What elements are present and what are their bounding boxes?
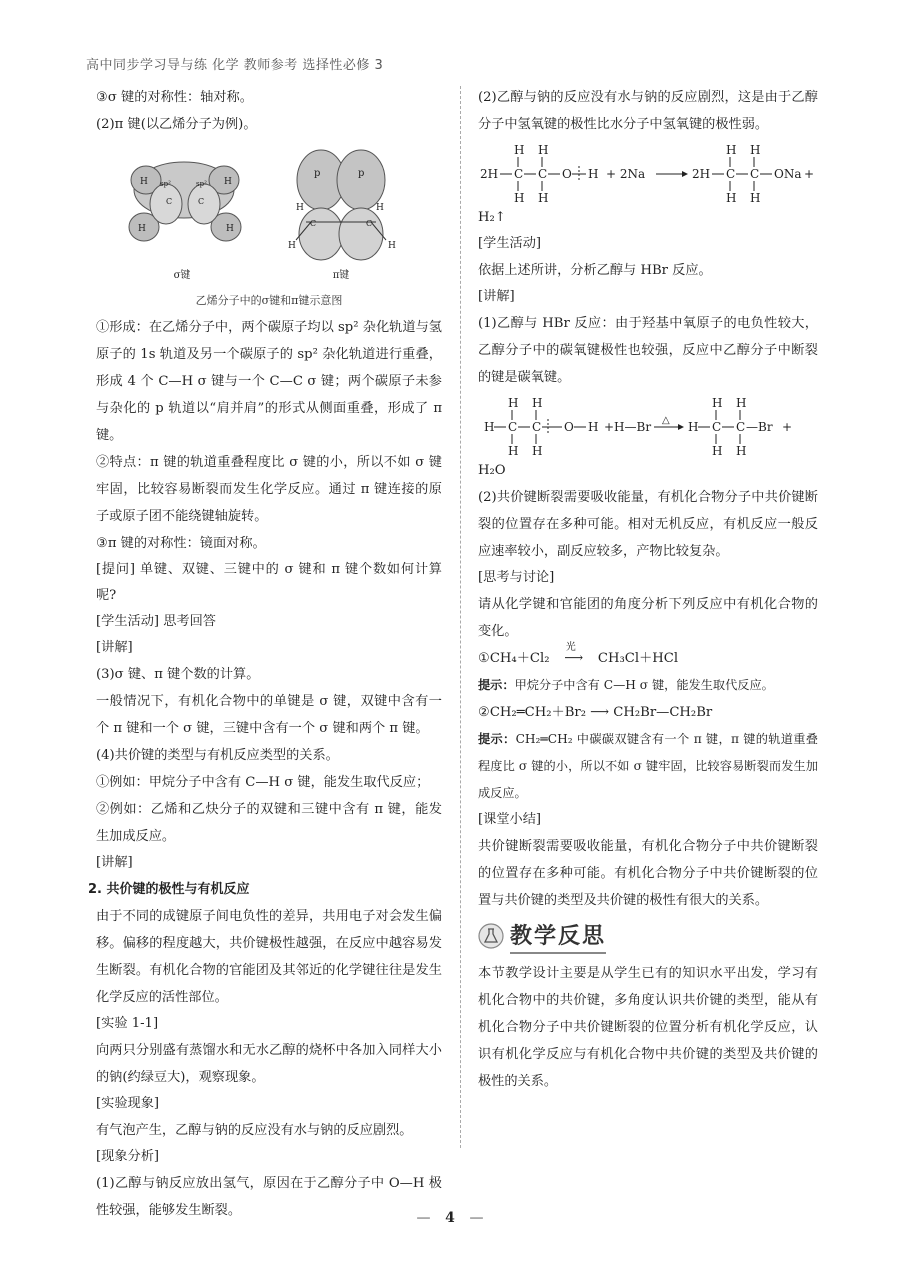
svg-text:H: H xyxy=(726,143,737,157)
hbr-task: 依据上述所讲，分析乙醇与 HBr 反应。 xyxy=(478,263,712,278)
eq2-condition: △ xyxy=(662,415,670,426)
svg-text:H: H xyxy=(288,241,296,251)
svg-text:sp²: sp² xyxy=(196,180,207,188)
bond-breaking-energy: (2)共价键断裂需要吸收能量，有机化合物分子中共价键断裂的位置存在多种可能。相对无机反应，有机反应一般反应速率较小，副反应较多，产物比较复杂。 xyxy=(478,490,818,559)
page-dash-left: — xyxy=(416,1210,431,1226)
running-header: 高中同步学习导与练 化学 教师参考 选择性必修 3 xyxy=(86,58,384,73)
eq1-prod-coef: 2H xyxy=(692,167,711,181)
svg-text:H: H xyxy=(514,191,525,204)
eq1-ona: ONa xyxy=(774,167,802,181)
eq1-plus: + xyxy=(804,167,815,181)
discussion-desc: 请从化学键和官能团的角度分析下列反应中有机化合物的变化。 xyxy=(478,597,818,639)
svg-text:H: H xyxy=(712,396,723,410)
svg-text:H: H xyxy=(484,420,495,434)
eq1-coef: 2H xyxy=(480,167,499,181)
rx1-condition: 光 xyxy=(565,642,576,653)
summary-tag: [课堂小结] xyxy=(478,812,542,827)
pi-diagram xyxy=(288,150,396,260)
svg-text:C: C xyxy=(532,420,542,434)
svg-text:C: C xyxy=(508,420,518,434)
svg-text:O: O xyxy=(564,420,574,434)
water-product: H₂O xyxy=(478,463,506,478)
column-divider xyxy=(460,86,461,1148)
sigma-label: σ键 xyxy=(173,270,191,281)
bond-count-heading: (3)σ 键、π 键个数的计算。 xyxy=(96,667,260,682)
svg-text:H: H xyxy=(750,143,761,157)
phenomenon-desc: 有气泡产生，乙醇与钠的反应没有水与钠的反应剧烈。 xyxy=(96,1123,413,1138)
eq1-na: + 2Na xyxy=(606,167,646,181)
analysis-tag: [现象分析] xyxy=(96,1149,160,1164)
example-methane: ①例如：甲烷分子中含有 C—H σ 键，能发生取代反应； xyxy=(96,775,430,790)
right-column xyxy=(478,84,818,1095)
svg-text:H: H xyxy=(140,177,148,187)
svg-text:C: C xyxy=(712,420,722,434)
hint2-text: CH₂═CH₂ 中碳碳双键含有一个 π 键，π 键的轨道重叠程度比 σ 键的小，所以不如 σ 键牢固，比较容易断裂而发生加成反应。 xyxy=(478,732,818,800)
equation-ethanol-sodium xyxy=(478,142,818,204)
phenomenon-tag: [实验现象] xyxy=(96,1096,160,1111)
sigma-symmetry: ③σ 键的对称性：轴对称。 xyxy=(96,90,253,105)
rx1-left: ①CH₄＋Cl₂ xyxy=(478,651,550,666)
summary-desc: 共价键断裂需要吸收能量，有机化合物分子中共价键断裂的位置存在多种可能。有机化合物分子中共价键断裂的位置与共价键的类型及共价键的极性有很大的关系。 xyxy=(478,839,818,908)
svg-text:H: H xyxy=(588,167,599,181)
orbital-diagram xyxy=(96,142,442,292)
svg-text:C: C xyxy=(726,167,736,181)
eq2-br: —Br xyxy=(746,420,773,434)
svg-text:H: H xyxy=(538,191,549,204)
student-activity-tag-2: [学生活动] xyxy=(478,236,542,251)
reflection-desc: 本节教学设计主要是从学生已有的知识水平出发，学习有机化合物中的共价键，多角度认识共价键的类型，能从有机化合物分子中共价键断裂的位置分析有机化学反应，认识有机化学反应与有机化合物中共价键的类型及共价键的极性的关系。 xyxy=(478,966,818,1089)
svg-text:sp²: sp² xyxy=(160,180,171,188)
svg-text:C: C xyxy=(750,167,760,181)
svg-text:H: H xyxy=(508,396,519,410)
svg-text:H: H xyxy=(376,203,384,213)
svg-text:H: H xyxy=(538,143,549,157)
svg-text:H: H xyxy=(736,444,747,457)
svg-text:p: p xyxy=(358,168,365,179)
hydrogen-gas: H₂↑ xyxy=(478,210,506,225)
reaction-methane-chlorine: ①CH₄＋Cl₂ 光 ⟶ CH₃Cl＋HCl xyxy=(478,645,818,672)
reaction-ethylene-bromine: ②CH₂═CH₂＋Br₂ ⟶ CH₂Br—CH₂Br xyxy=(478,705,713,720)
student-activity-tag: [学生活动] 思考回答 xyxy=(96,614,216,629)
hint1-text: 甲烷分子中含有 C—H σ 键，能发生取代反应。 xyxy=(514,678,774,692)
pi-feature: ②特点：π 键的轨道重叠程度比 σ 键的小，所以不如 σ 键牢固，比较容易断裂而发生化学反应。通过 π 键连接的原子或原子团不能绕键轴旋转。 xyxy=(96,455,442,524)
svg-text:H: H xyxy=(224,177,232,187)
equation-ethanol-hbr xyxy=(478,395,818,457)
svg-text:C: C xyxy=(538,167,548,181)
eq2-hbr: +H—Br xyxy=(604,420,652,434)
svg-text:H: H xyxy=(532,396,543,410)
svg-text:H: H xyxy=(712,444,723,457)
polarity-desc: 由于不同的成键原子间电负性的差异，共用电子对会发生偏移。偏移的程度越大，共价键极性越强，在反应中越容易发生断裂。有机化合物的官能团及其邻近的化学键往往是发生化学反应的活性部位。 xyxy=(96,909,442,1005)
analysis-desc: (1)乙醇与钠反应放出氢气，原因在于乙醇分子中 O—H 极性较强，能够发生断裂。 xyxy=(96,1176,442,1218)
svg-text:H: H xyxy=(388,241,396,251)
sigma-diagram xyxy=(129,162,241,241)
svg-text:H: H xyxy=(296,203,304,213)
pi-bond-heading: (2)π 键(以乙烯分子为例)。 xyxy=(96,117,257,132)
page-number xyxy=(0,1210,900,1226)
svg-text:C: C xyxy=(198,197,205,206)
section-heading: 2. 共价键的极性与有机反应 xyxy=(88,882,250,897)
ethanol-sodium-desc: (2)乙醇与钠的反应没有水与钠的反应剧烈，这是由于乙醇分子中氢氧键的极性比水分子中氢氧键的极性弱。 xyxy=(478,90,818,132)
bond-type-relation: (4)共价键的类型与有机反应类型的关系。 xyxy=(96,748,339,763)
pi-symmetry: ③π 键的对称性：镜面对称。 xyxy=(96,536,266,551)
reflection-title: 教学反思 xyxy=(510,919,606,954)
hint1-label: 提示： xyxy=(478,678,515,692)
hint-methane xyxy=(478,672,818,699)
page-dash-right: — xyxy=(469,1210,484,1226)
rx1-right: CH₃Cl＋HCl xyxy=(597,651,679,666)
question-tag: [提问] 单键、双键、三键中的 σ 键和 π 键个数如何计算呢? xyxy=(96,562,442,603)
lecture-tag-3: [讲解] xyxy=(478,289,515,304)
figure-caption: 乙烯分子中的σ键和π键示意图 xyxy=(195,294,343,307)
hint-ethylene xyxy=(478,726,818,807)
pi-formation: ①形成：在乙烯分子中，两个碳原子均以 sp² 杂化轨道与氢原子的 1s 轨道及另一个碳原子的 sp² 杂化轨道进行重叠，形成 4 个 C—H σ 键与一个 C—C σ 键；两个碳原子未参与杂化的 p 轨道以“肩并肩”的形式从侧面重叠，形成了 π 键。 xyxy=(96,320,442,443)
example-ethylene: ②例如：乙烯和乙炔分子的双键和三键中含有 π 键，能发生加成反应。 xyxy=(96,802,442,844)
pi-label: π键 xyxy=(332,270,350,281)
svg-text:C: C xyxy=(736,420,746,434)
svg-text:H: H xyxy=(588,420,599,434)
ethylene-bond-figure xyxy=(96,142,442,292)
svg-text:C: C xyxy=(310,219,317,228)
page-number-value: 4 xyxy=(445,1210,455,1226)
svg-text:H: H xyxy=(750,191,761,204)
svg-text:H: H xyxy=(138,224,146,234)
left-column xyxy=(88,84,442,1224)
svg-text:C: C xyxy=(366,219,373,228)
svg-text:H: H xyxy=(532,444,543,457)
svg-text:H: H xyxy=(514,143,525,157)
hint2-label: 提示： xyxy=(478,732,516,746)
hbr-explanation: (1)乙醇与 HBr 反应：由于羟基中氧原子的电负性较大，乙醇分子中的碳氧键极性也较强，反应中乙醇分子中断裂的键是碳氧键。 xyxy=(478,316,818,385)
experiment-desc: 向两只分别盛有蒸馏水和无水乙醇的烧杯中各加入同样大小的钠(约绿豆大)，观察现象。 xyxy=(96,1043,442,1085)
discussion-tag: [思考与讨论] xyxy=(478,570,555,585)
svg-text:H: H xyxy=(508,444,519,457)
svg-text:H: H xyxy=(726,191,737,204)
svg-text:p: p xyxy=(314,168,321,179)
reflection-heading xyxy=(478,918,818,954)
flask-icon xyxy=(478,923,504,949)
eq2-plus: + xyxy=(782,420,793,434)
svg-text:O: O xyxy=(562,167,572,181)
lecture-tag: [讲解] xyxy=(96,640,133,655)
lecture-tag-2: [讲解] xyxy=(96,855,133,870)
svg-text:H: H xyxy=(736,396,747,410)
svg-text:H: H xyxy=(226,224,234,234)
svg-text:C: C xyxy=(166,197,173,206)
bond-count-desc: 一般情况下，有机化合物中的单键是 σ 键，双键中含有一个 π 键和一个 σ 键，三键中含有一个 σ 键和两个 π 键。 xyxy=(96,694,442,736)
experiment-tag: [实验 1-1] xyxy=(96,1016,159,1031)
svg-text:H: H xyxy=(688,420,699,434)
svg-text:C: C xyxy=(514,167,524,181)
